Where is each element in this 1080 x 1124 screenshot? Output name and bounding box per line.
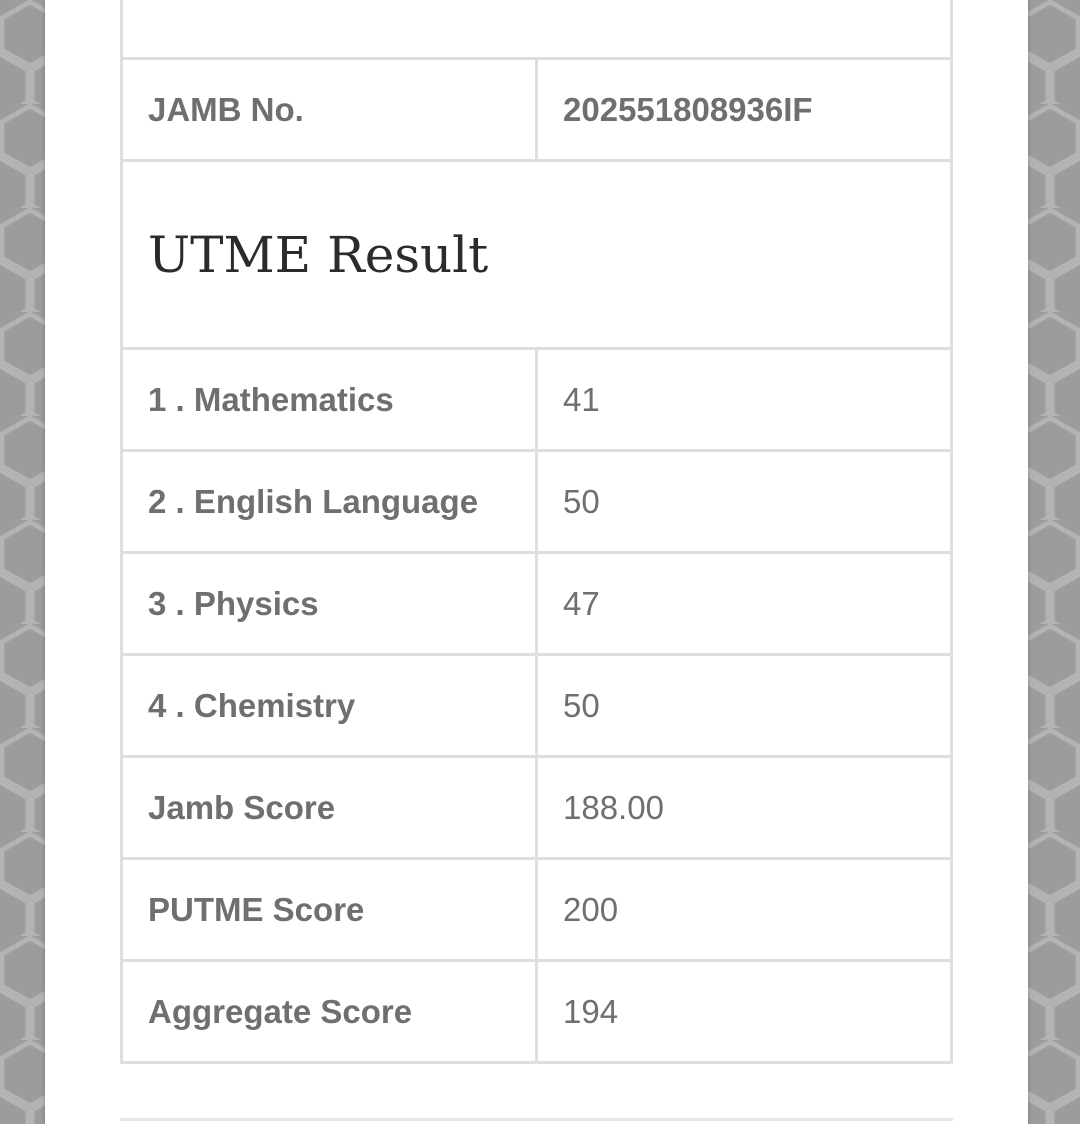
next-section-divider [120,1118,953,1121]
subject-row [122,655,952,757]
subject-row [122,349,952,451]
result-table [120,0,953,1064]
subject-label: 4 . Chemistry [122,655,537,757]
jamb-score-label: Jamb Score [122,757,537,859]
jamb-number-value: 202551808936IF [537,59,952,161]
putme-score-value: 200 [537,859,952,961]
aggregate-score-value: 194 [537,961,952,1063]
utme-result-title: UTME Result [122,161,952,349]
aggregate-score-label: Aggregate Score [122,961,537,1063]
subject-label: 1 . Mathematics [122,349,537,451]
jamb-number-row [122,59,952,161]
subject-row [122,553,952,655]
subject-label: 3 . Physics [122,553,537,655]
table-top-row [122,0,952,59]
subject-score: 50 [537,451,952,553]
subject-score: 47 [537,553,952,655]
jamb-score-row [122,757,952,859]
utme-heading-row [122,161,952,349]
subject-score: 41 [537,349,952,451]
subject-score: 50 [537,655,952,757]
empty-cell [122,0,952,59]
putme-score-label: PUTME Score [122,859,537,961]
jamb-number-label: JAMB No. [122,59,537,161]
aggregate-score-row [122,961,952,1063]
putme-score-row [122,859,952,961]
subject-label: 2 . English Language [122,451,537,553]
subject-row [122,451,952,553]
jamb-score-value: 188.00 [537,757,952,859]
